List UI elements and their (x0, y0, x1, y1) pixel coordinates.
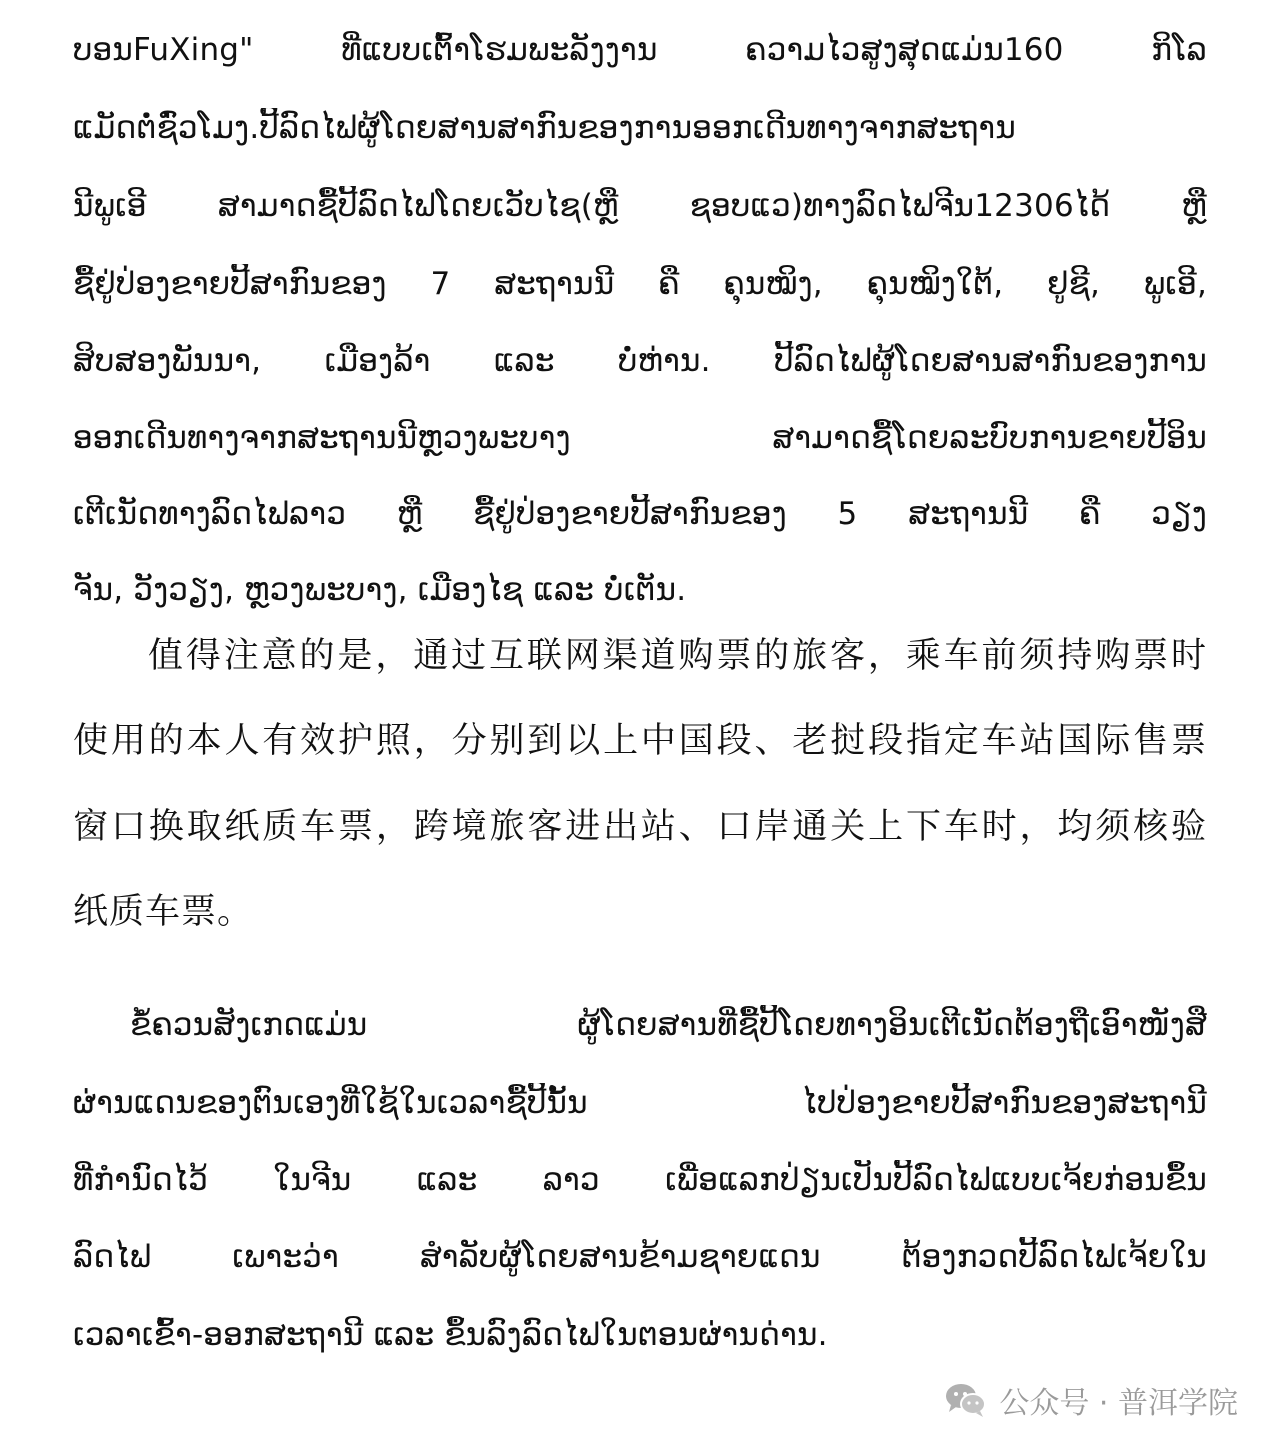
text-line: 使用的本人有效护照，分别到以上中国段、老挝段指定车站国际售票 (73, 721, 1207, 761)
wechat-icon (943, 1380, 989, 1420)
text-line: 值得注意的是，通过互联网渠道购票的旅客，乘车前须持购票时 (148, 636, 1207, 676)
text-line: ຜ່ານແດນຂອງຕົນເອງທີ່ໃຊ້ໃນເວລາຊື້ປີ້ນັ້ນ ໄປປ່ອງຂາຍປີ້ສາກົນຂອງສະຖານີ (73, 1085, 1207, 1121)
text-line: ຈັນ, ວັງວຽງ, ຫຼວງພະບາງ, ເມືອງໄຊ ແລະ ບໍ່ເຕັນ. (73, 572, 687, 608)
text-line: ເວລາເຂົ້າ-ອອກສະຖານີ ແລະ ຂຶ້ນລົງລົດໄຟໃນຕອນຜ່ານດ່ານ. (73, 1317, 828, 1353)
text-line: ບອນFuXing" ທີ່ແບບເຕົ້າໂຮມພະລັງງານ ຄວາມໄວສູງສຸດແມ່ນ160 ກິໂລ (73, 32, 1207, 68)
text-line: ອອກເດີນທາງຈາກສະຖານນີຫຼວງພະບາງ ສາມາດຊື້ໂດຍລະບົບການຂາຍປີ້ອິນ (73, 420, 1207, 456)
text-line: ຂໍ້ຄວນສັງເກດແມ່ນ ຜູ້ໂດຍສານທີ່ຊື້ປີ້ໂດຍທາງອິນເຕີເນັດຕ້ອງຖືເອົາໜັງສື (130, 1007, 1207, 1043)
text-line: ທີ່ກຳນົດໄວ້ ໃນຈີນ ແລະ ລາວ ເພື່ອແລກປ່ຽນເປັນປີ້ລົດໄຟແບບເຈ້ຍກ່ອນຂຶ້ນ (73, 1162, 1207, 1198)
text-line: 窗口换取纸质车票，跨境旅客进出站、口岸通关上下车时，均须核验 (73, 807, 1207, 847)
watermark (943, 1378, 1238, 1422)
text-line: ລົດໄຟ ເພາະວ່າ ສຳລັບຜູ້ໂດຍສານຂ້າມຊາຍແດນ ຕ້ອງກວດປີ້ລົດໄຟເຈ້ຍໃນ (73, 1239, 1207, 1275)
text-line: ແມັດຕໍ່ຊົ່ວໂມງ.ປີ້ລົດໄຟຜູ້ໂດຍສານສາກົນຂອງການອອກເດີນທາງຈາກສະຖານ (73, 110, 1016, 146)
text-line: ນີພູເອີ ສາມາດຊື້ປີ້ລົດໄຟໂດຍເວັບໄຊ(ຫຼື ຊອບແວ)ທາງລົດໄຟຈີນ12306ໄດ້ ຫຼື (73, 188, 1207, 224)
text-line: ຊື້ຢູ່ປ່ອງຂາຍປີ້ສາກົນຂອງ 7 ສະຖານນີ ຄື ຄຸນໝິງ, ຄຸນໝິງໃຕ້, ຢູຊີ, ພູເອີ, (73, 266, 1207, 302)
watermark-text: 公众号 · 普洱学院 (999, 1386, 1238, 1421)
text-line: 纸质车票。 (73, 892, 254, 932)
text-line: ສິບສອງພັນນາ, ເມືອງລ້າ ແລະ ບໍ່ຫ່ານ. ປີ້ລົດໄຟຜູ້ໂດຍສານສາກົນຂອງການ (73, 343, 1207, 379)
text-line: ເຕີເນັດທາງລົດໄຟລາວ ຫຼື ຊື້ຢູ່ປ່ອງຂາຍປີ້ສາກົນຂອງ 5 ສະຖານນີ ຄື ວຽງ (73, 496, 1207, 532)
